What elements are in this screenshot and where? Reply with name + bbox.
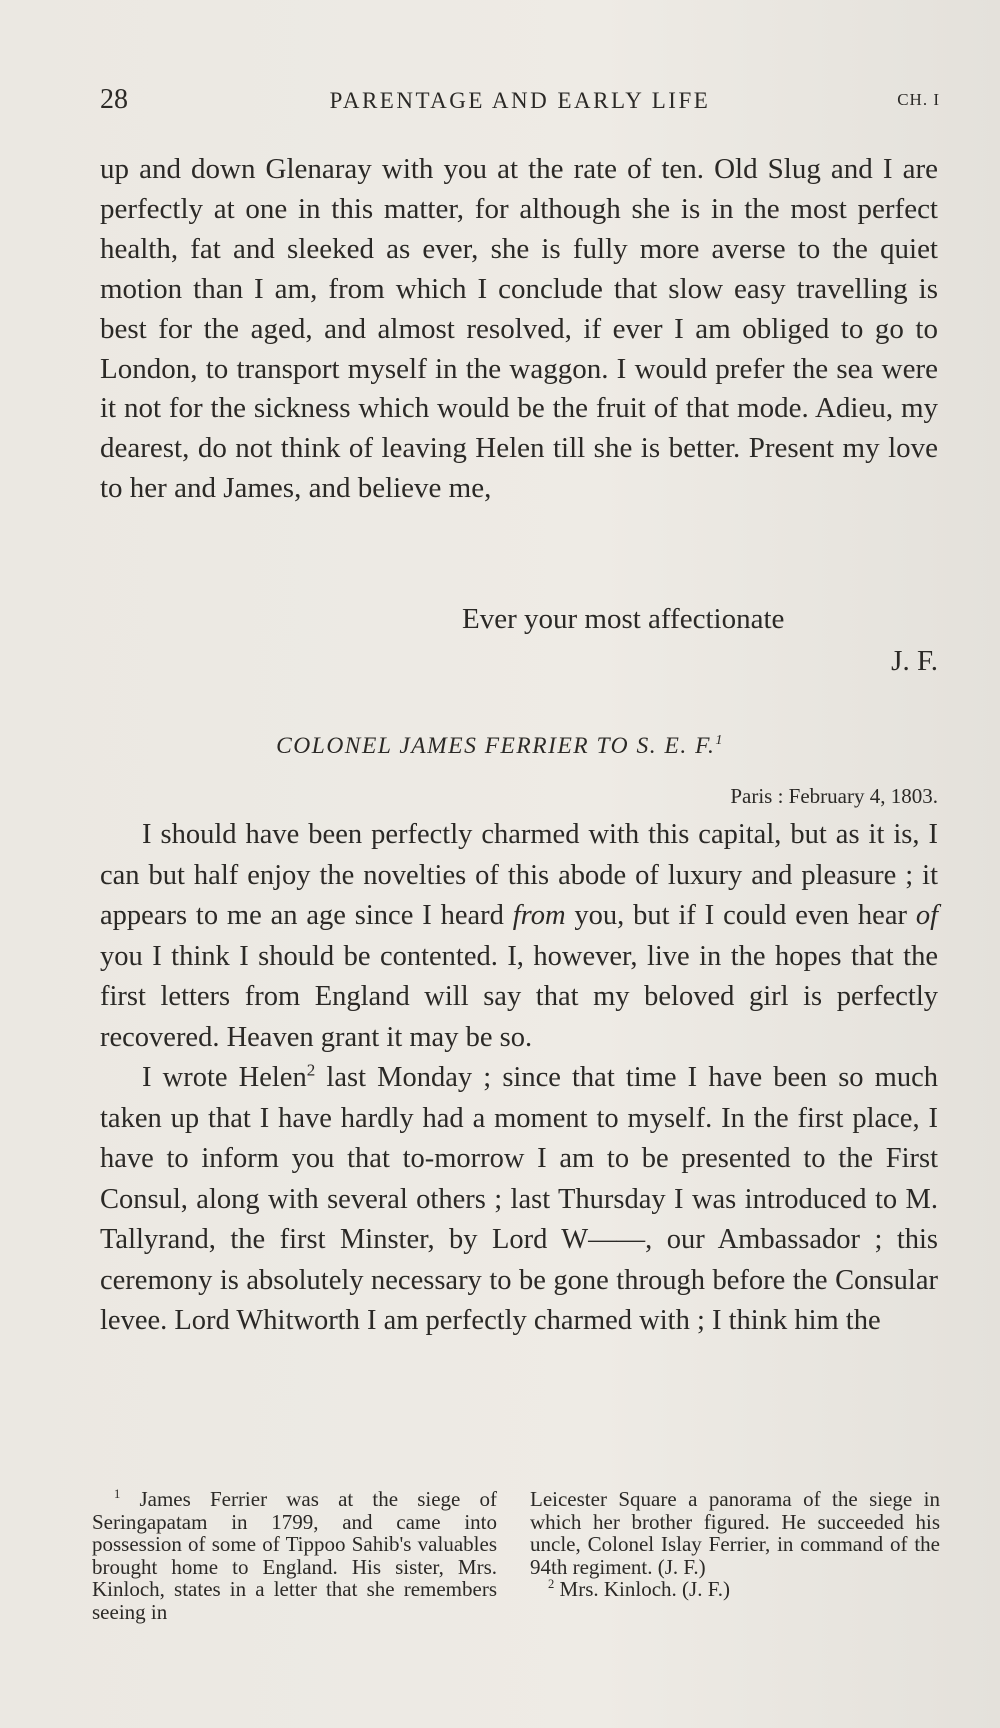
emphasis-of: of bbox=[915, 900, 938, 931]
letter-body bbox=[100, 815, 938, 1342]
letter-heading bbox=[0, 733, 1000, 760]
letter-heading-text: COLONEL JAMES FERRIER TO S. E. F. bbox=[276, 733, 716, 759]
letter-continuation bbox=[100, 150, 938, 509]
footnote-1-continued: Leicester Square a panorama of the siege in which her brother figured. He succeeded his uncle, Colonel Islay Ferrier, in command of the 94th regiment. (J. F.) bbox=[530, 1487, 940, 1579]
letter-paragraph-2: I wrote Helen$^2$ last Monday ; since that time I have been so much taken up that I have hardly had a moment to myself. In the first place, I have to inform you that to-morrow I am to be presented to the First Consul, along with several others ; last Thursday I was introduced to M. Tallyrand, the first Minster, by Lord W——, our Ambassador ; this ceremony is absolutely necessary to be gone through before the Consular levee. Lord Whitworth I am perfectly charmed with ; I think him the bbox=[100, 1060, 938, 1336]
footnote-1-left-column bbox=[92, 1488, 497, 1623]
footnote-right-column bbox=[530, 1488, 940, 1601]
footnote-ref-1: 1 bbox=[715, 732, 724, 749]
page-number: 28 bbox=[100, 84, 128, 115]
chapter-marker: CH. I bbox=[897, 90, 940, 109]
running-title: PARENTAGE AND EARLY LIFE bbox=[329, 88, 711, 113]
footnote-2: $^2$ Mrs. Kinloch. (J. F.) bbox=[548, 1577, 730, 1601]
page-header bbox=[100, 84, 940, 124]
letter-closing: Ever your most affectionate bbox=[462, 603, 785, 635]
footnote-1: $^1$ James Ferrier was at the siege of Seringapatam in 1799, and came into possession of some of Tippoo Sahib's valuables brought home to England. His sister, Mrs. Kinloch, states in a letter that she remembers seeing in bbox=[92, 1487, 497, 1624]
letter-dateline: Paris : February 4, 1803. bbox=[730, 784, 938, 808]
footnote-1-mark: 1 bbox=[114, 1487, 121, 1501]
letter-signature: J. F. bbox=[891, 645, 938, 677]
letter-paragraph-1: I should have been perfectly charmed with this capital, but as it is, I can but half enjoy the novelties of this abode of luxury and pleasure ; it appears to me an age since I heard from you, but if I could even hear of you I think I should be contented. I, however, live in the hopes that the first letters from England will say that my beloved girl is perfectly recovered. Heaven grant it may be so. bbox=[100, 819, 938, 1053]
letter-continuation-paragraph: up and down Glenaray with you at the rate of ten. Old Slug and I are perfectly at one in this matter, for although she is in the most perfect health, fat and sleeked as ever, she is fully more averse to the quiet motion than I am, from which I conclude that slow easy travelling is best for the aged, and almost resolved, if ever I am obliged to go to London, to transport myself in the waggon. I would prefer the sea were it not for the sickness which would be the fruit of that mode. Adieu, my dearest, do not think of leaving Helen till she is better. Present my love to her and James, and believe me, bbox=[100, 153, 938, 505]
emphasis-from: from bbox=[512, 900, 566, 931]
footnote-2-mark: 2 bbox=[548, 1577, 555, 1591]
footnote-ref-2: 2 bbox=[306, 1060, 316, 1080]
